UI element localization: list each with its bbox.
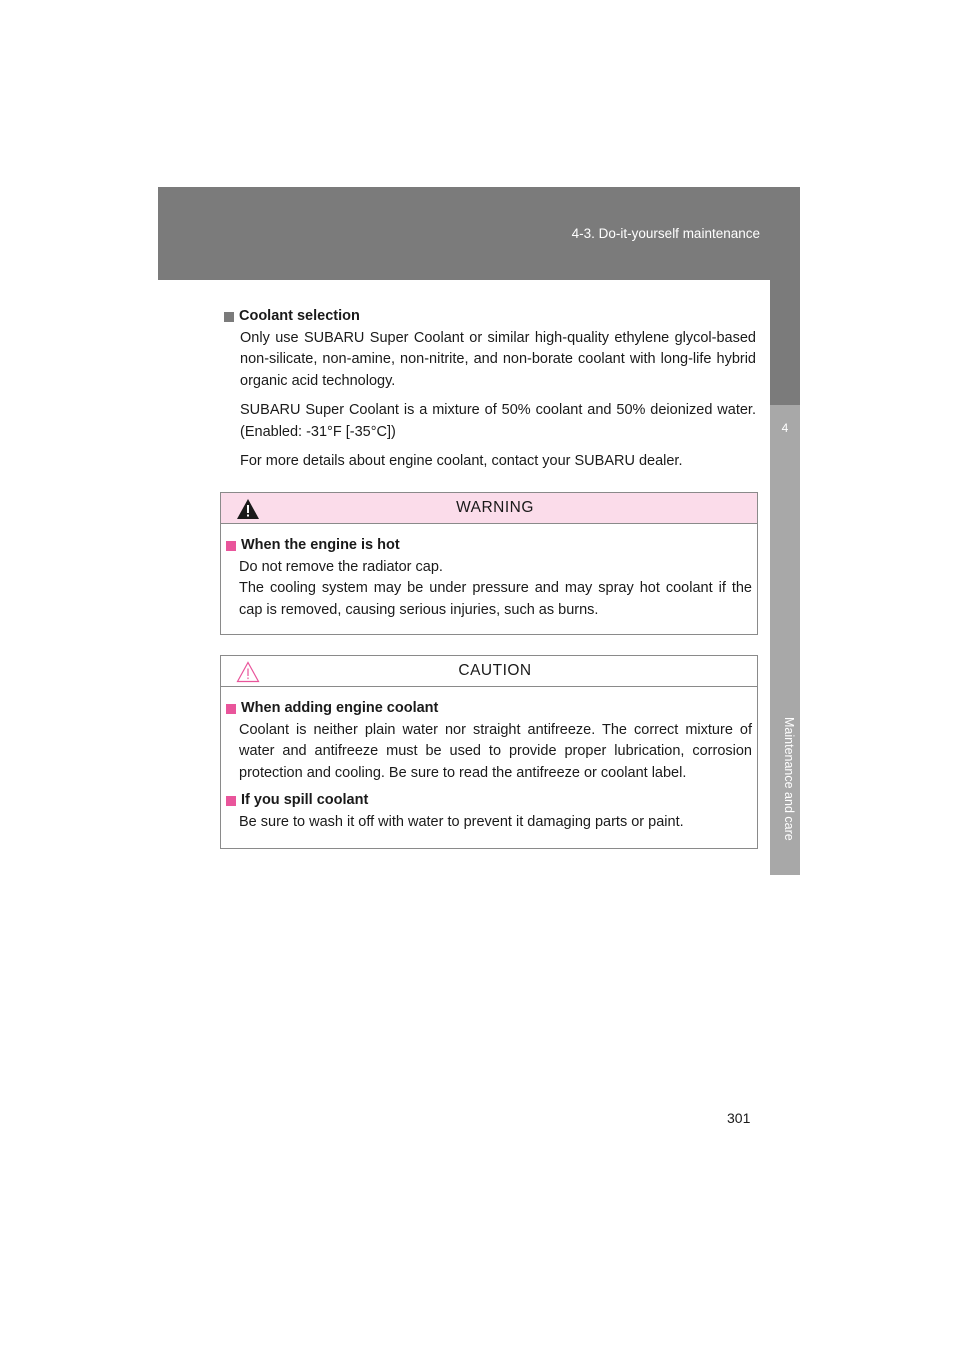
caution-label: CAUTION bbox=[458, 662, 532, 680]
warning-triangle-icon bbox=[236, 498, 260, 520]
warning-line: Do not remove the radiator cap. bbox=[239, 558, 443, 575]
paragraph: For more details about engine coolant, contact your SUBARU dealer. bbox=[240, 453, 683, 469]
chapter-number: 4 bbox=[781, 421, 789, 435]
caution-item-text: Coolant is neither plain water nor straight antifreeze. The correct mixture of water and antifreeze must be used to provide proper lubrication, corrosion protection and cooling. Be sure to read the antifreeze or coolant label. bbox=[239, 721, 752, 781]
side-tab-top-block bbox=[770, 280, 800, 405]
warning-line: The cooling system may be under pressure and may spray hot coolant if the cap is removed, causing serious injuries, such as burns. bbox=[239, 580, 752, 618]
caution-item bbox=[226, 698, 752, 784]
warning-label: WARNING bbox=[456, 499, 534, 517]
section-title: 4-3. Do-it-yourself maintenance bbox=[571, 226, 760, 241]
caution-header bbox=[221, 656, 757, 687]
coolant-selection-heading: Coolant selection bbox=[239, 308, 360, 324]
item-heading bbox=[226, 790, 752, 812]
caution-box bbox=[220, 655, 758, 849]
warning-item-heading: When the engine is hot bbox=[241, 537, 400, 553]
item-heading bbox=[226, 535, 752, 557]
caution-item-text: Be sure to wash it off with water to prevent it damaging parts or paint. bbox=[239, 813, 684, 830]
paragraph: Only use SUBARU Super Coolant or similar high-quality ethylene glycol-based non-silicate, non-amine, non-nitrite, and non-borate coolant with long-life hybrid organic acid technology. bbox=[240, 329, 756, 389]
section-heading bbox=[224, 306, 756, 328]
warning-box bbox=[220, 492, 758, 635]
pink-square-bullet-icon bbox=[226, 796, 236, 806]
page-number: 301 bbox=[727, 1110, 751, 1126]
caution-item bbox=[226, 790, 752, 833]
item-heading bbox=[226, 698, 752, 720]
coolant-selection-section bbox=[224, 306, 756, 481]
chapter-side-tab bbox=[770, 405, 800, 875]
caution-body bbox=[221, 687, 757, 833]
warning-body bbox=[221, 524, 757, 621]
paragraph: SUBARU Super Coolant is a mixture of 50% coolant and 50% deionized water. (Enabled: -31°F [-35°C]) bbox=[240, 402, 756, 440]
caution-item-heading: When adding engine coolant bbox=[241, 700, 439, 716]
square-bullet-icon bbox=[224, 312, 234, 322]
caution-item-heading: If you spill coolant bbox=[241, 792, 369, 808]
warning-item bbox=[226, 535, 752, 621]
pink-square-bullet-icon bbox=[226, 704, 236, 714]
warning-item-text bbox=[239, 557, 752, 622]
coolant-selection-body bbox=[240, 328, 756, 473]
caution-triangle-icon bbox=[236, 661, 260, 683]
chapter-header-band bbox=[158, 187, 800, 280]
chapter-title: Maintenance and care bbox=[782, 717, 796, 841]
warning-header bbox=[221, 493, 757, 524]
pink-square-bullet-icon bbox=[226, 541, 236, 551]
